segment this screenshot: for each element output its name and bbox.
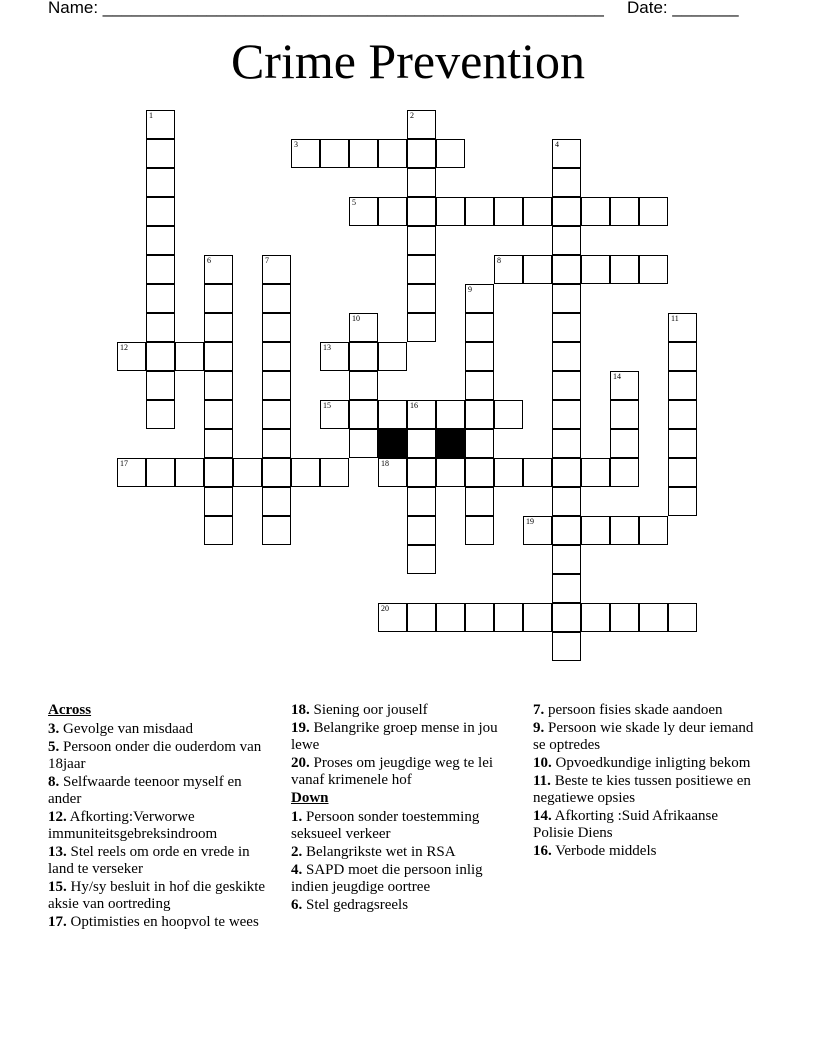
grid-cell[interactable] — [610, 458, 639, 487]
clue-across-5: 5. Persoon onder die ouderdom van 18jaar — [48, 739, 262, 772]
grid-cell[interactable] — [146, 284, 175, 313]
clue-across-8: 8. Selfwaarde teenoor myself en ander — [48, 774, 242, 807]
grid-cell[interactable] — [204, 255, 233, 284]
grid-cell[interactable] — [465, 516, 494, 545]
clue-down-16: 16. Verbode middels — [533, 843, 657, 859]
grid-cell[interactable] — [639, 603, 668, 632]
grid-cell[interactable] — [320, 458, 349, 487]
clue-number: 7 — [265, 256, 269, 265]
clue-number: 10 — [352, 314, 360, 323]
grid-cell[interactable] — [581, 516, 610, 545]
grid-cell[interactable] — [262, 516, 291, 545]
clue-across-12: 12. Afkorting:Verworwe immuniteitsgebreksindroom — [48, 809, 218, 842]
grid-cell[interactable] — [262, 429, 291, 458]
grid-cell[interactable] — [320, 400, 349, 429]
date-line: Date: _______ — [627, 0, 739, 17]
grid-cell[interactable] — [668, 458, 697, 487]
clue-across-18: 18. Siening oor jouself — [291, 702, 428, 718]
grid-cell[interactable] — [552, 168, 581, 197]
grid-cell[interactable] — [146, 168, 175, 197]
clue-number: 5 — [352, 198, 356, 207]
clue-across-13: 13. Stel reels om orde en vrede in land te verseker — [48, 844, 250, 877]
grid-cell[interactable] — [552, 603, 581, 632]
clue-number: 9 — [468, 285, 472, 294]
grid-cell[interactable] — [407, 284, 436, 313]
grid-cell[interactable] — [494, 400, 523, 429]
grid-cell[interactable] — [523, 603, 552, 632]
clue-number: 1 — [149, 111, 153, 120]
grid-cell[interactable] — [262, 313, 291, 342]
grid-cell[interactable] — [291, 139, 320, 168]
grid-cell[interactable] — [639, 197, 668, 226]
grid-cell[interactable] — [262, 284, 291, 313]
grid-cell[interactable] — [610, 603, 639, 632]
grid-cell[interactable] — [465, 197, 494, 226]
grid-cell[interactable] — [465, 371, 494, 400]
clue-down-2: 2. Belangrikste wet in RSA — [291, 844, 456, 860]
grid-cell[interactable] — [668, 603, 697, 632]
grid-cell[interactable] — [436, 139, 465, 168]
grid-cell[interactable] — [552, 226, 581, 255]
clues-column-3 — [533, 702, 761, 861]
grid-cell[interactable] — [175, 342, 204, 371]
grid-cell[interactable] — [436, 400, 465, 429]
clue-down-10: 10. Opvoedkundige inligting bekom — [533, 755, 751, 771]
page-title: Crime Prevention — [230, 33, 586, 89]
clue-across-20: 20. Proses om jeugdige weg te lei vanaf krimenele hof — [291, 755, 494, 788]
grid-cell[interactable] — [146, 400, 175, 429]
clue-down-6: 6. Stel gedragsreels — [291, 897, 409, 913]
grid-cell[interactable] — [552, 400, 581, 429]
grid-cell[interactable] — [552, 313, 581, 342]
grid-cell[interactable] — [204, 284, 233, 313]
grid-cell[interactable] — [552, 516, 581, 545]
grid-cell[interactable] — [175, 458, 204, 487]
grid-cell[interactable] — [407, 400, 436, 429]
grid-cell[interactable] — [552, 284, 581, 313]
grid-cell[interactable] — [349, 313, 378, 342]
grid-cell[interactable] — [204, 400, 233, 429]
grid-cell[interactable] — [494, 603, 523, 632]
grid-cell[interactable] — [407, 603, 436, 632]
grid-cell[interactable] — [436, 603, 465, 632]
grid-cell[interactable] — [407, 168, 436, 197]
name-line: Name: _____________________________________________________ — [48, 0, 604, 17]
clue-down-14: 14. Afkorting :Suid Afrikaanse Polisie Diens — [533, 808, 718, 841]
grid-cell[interactable] — [436, 458, 465, 487]
clue-across-3: 3. Gevolge van misdaad — [48, 721, 193, 737]
clue-number: 3 — [294, 140, 298, 149]
clue-down-4: 4. SAPD moet die persoon inlig indien jeugdige oortree — [291, 862, 483, 895]
grid-cell[interactable] — [581, 197, 610, 226]
grid-cell[interactable] — [204, 516, 233, 545]
grid-cell[interactable] — [552, 458, 581, 487]
grid-cell[interactable] — [552, 255, 581, 284]
grid-cell[interactable] — [349, 400, 378, 429]
grid-cell[interactable] — [668, 487, 697, 516]
grid-cell[interactable] — [552, 139, 581, 168]
grid-cell[interactable] — [639, 516, 668, 545]
grid-cell[interactable] — [262, 487, 291, 516]
grid-cell[interactable] — [407, 545, 436, 574]
clue-number: 19 — [526, 517, 534, 526]
clue-number: 6 — [207, 256, 211, 265]
grid-cell[interactable] — [378, 400, 407, 429]
clue-across-19: 19. Belangrike groep mense in jou lewe — [291, 720, 498, 753]
grid-cell[interactable] — [610, 429, 639, 458]
grid-cell[interactable] — [117, 458, 146, 487]
clue-across-15: 15. Hy/sy besluit in hof die geskikte aksie van oortreding — [48, 879, 266, 912]
clue-number: 4 — [555, 140, 559, 149]
grid-cell[interactable] — [494, 197, 523, 226]
clue-number: 12 — [120, 343, 128, 352]
grid-cell[interactable] — [552, 545, 581, 574]
grid-cell[interactable] — [407, 255, 436, 284]
grid-cell[interactable] — [465, 342, 494, 371]
grid-cell[interactable] — [378, 458, 407, 487]
grid-cell[interactable] — [465, 429, 494, 458]
grid-cell[interactable] — [552, 429, 581, 458]
grid-cell[interactable] — [378, 603, 407, 632]
grid-cell[interactable] — [552, 342, 581, 371]
grid-cell[interactable] — [146, 110, 175, 139]
grid-cell[interactable] — [349, 197, 378, 226]
grid-cell[interactable] — [610, 197, 639, 226]
clue-number: 15 — [323, 401, 331, 410]
grid-cell[interactable] — [494, 255, 523, 284]
grid-cell[interactable] — [407, 197, 436, 226]
grid-cell[interactable] — [146, 226, 175, 255]
grid-cell[interactable] — [117, 342, 146, 371]
clue-number: 16 — [410, 401, 418, 410]
grid-cell[interactable] — [552, 371, 581, 400]
grid-cell[interactable] — [320, 139, 349, 168]
grid-cell[interactable] — [581, 255, 610, 284]
grid-cell[interactable] — [407, 516, 436, 545]
grid-cell[interactable] — [407, 139, 436, 168]
grid-cell[interactable] — [610, 371, 639, 400]
across-heading: Across — [48, 702, 92, 718]
grid-cell[interactable] — [581, 458, 610, 487]
grid-cell[interactable] — [146, 371, 175, 400]
grid-cell[interactable] — [146, 458, 175, 487]
clue-number: 17 — [120, 459, 128, 468]
grid-cell[interactable] — [668, 429, 697, 458]
grid-cell[interactable] — [523, 516, 552, 545]
grid-cell[interactable] — [146, 255, 175, 284]
down-heading: Down — [291, 790, 329, 806]
clue-number: 14 — [613, 372, 621, 381]
grid-cell[interactable] — [204, 458, 233, 487]
grid-cell[interactable] — [349, 429, 378, 458]
grid-cell[interactable] — [378, 342, 407, 371]
grid-cell[interactable] — [668, 342, 697, 371]
grid-cell[interactable] — [146, 313, 175, 342]
clues-column-1 — [48, 702, 276, 932]
clue-down-7: 7. persoon fisies skade aandoen — [533, 702, 723, 718]
grid-cell[interactable] — [204, 342, 233, 371]
clue-number: 8 — [497, 256, 501, 265]
clues-column-2 — [291, 702, 519, 915]
grid-cell[interactable] — [523, 255, 552, 284]
clue-across-17: 17. Optimisties en hoopvol te wees — [48, 914, 259, 930]
clue-down-9: 9. Persoon wie skade ly deur iemand se optredes — [533, 720, 754, 753]
clue-number: 13 — [323, 343, 331, 352]
grid-cell[interactable] — [204, 371, 233, 400]
grid-cell[interactable] — [465, 313, 494, 342]
grid-cell[interactable] — [407, 458, 436, 487]
grid-cell[interactable] — [668, 313, 697, 342]
grid-cell[interactable] — [465, 458, 494, 487]
grid-cell[interactable] — [349, 342, 378, 371]
grid-cell[interactable] — [262, 400, 291, 429]
clue-down-11: 11. Beste te kies tussen positiewe en negatiewe opsies — [533, 773, 751, 806]
grid-cell[interactable] — [146, 139, 175, 168]
grid-cell[interactable] — [349, 371, 378, 400]
grid-cell[interactable] — [552, 632, 581, 661]
grid-cell[interactable] — [204, 487, 233, 516]
grid-cell[interactable] — [610, 516, 639, 545]
grid-cell[interactable] — [146, 197, 175, 226]
grid-cell[interactable] — [407, 429, 436, 458]
grid-cell[interactable] — [523, 197, 552, 226]
grid-cell[interactable] — [262, 342, 291, 371]
grid-cell[interactable] — [465, 284, 494, 313]
grid-cell[interactable] — [407, 313, 436, 342]
grid-cell[interactable] — [552, 487, 581, 516]
black-cell — [436, 429, 465, 458]
clue-number: 2 — [410, 111, 414, 120]
clue-number: 11 — [671, 314, 679, 323]
black-cell — [378, 429, 407, 458]
clue-down-1: 1. Persoon sonder toestemming seksueel verkeer — [291, 809, 480, 842]
grid-cell[interactable] — [407, 110, 436, 139]
grid-cell[interactable] — [378, 197, 407, 226]
clue-number: 18 — [381, 459, 389, 468]
grid-cell[interactable] — [465, 603, 494, 632]
grid-cell[interactable] — [378, 139, 407, 168]
grid-cell[interactable] — [349, 139, 378, 168]
clue-number: 20 — [381, 604, 389, 613]
grid-cell[interactable] — [262, 458, 291, 487]
grid-cell[interactable] — [291, 458, 320, 487]
grid-cell[interactable] — [262, 371, 291, 400]
grid-cell[interactable] — [436, 197, 465, 226]
grid-cell[interactable] — [262, 255, 291, 284]
grid-cell[interactable] — [552, 574, 581, 603]
grid-cell[interactable] — [610, 255, 639, 284]
grid-cell[interactable] — [639, 255, 668, 284]
grid-cell[interactable] — [146, 342, 175, 371]
grid-cell[interactable] — [668, 371, 697, 400]
grid-cell[interactable] — [465, 400, 494, 429]
grid-cell[interactable] — [610, 400, 639, 429]
grid-cell[interactable] — [668, 400, 697, 429]
grid-cell[interactable] — [494, 458, 523, 487]
grid-cell[interactable] — [204, 313, 233, 342]
grid-cell[interactable] — [233, 458, 262, 487]
grid-cell[interactable] — [465, 487, 494, 516]
grid-cell[interactable] — [552, 197, 581, 226]
grid-cell[interactable] — [320, 342, 349, 371]
grid-cell[interactable] — [581, 603, 610, 632]
grid-cell[interactable] — [407, 226, 436, 255]
grid-cell[interactable] — [523, 458, 552, 487]
grid-cell[interactable] — [407, 487, 436, 516]
grid-cell[interactable] — [204, 429, 233, 458]
